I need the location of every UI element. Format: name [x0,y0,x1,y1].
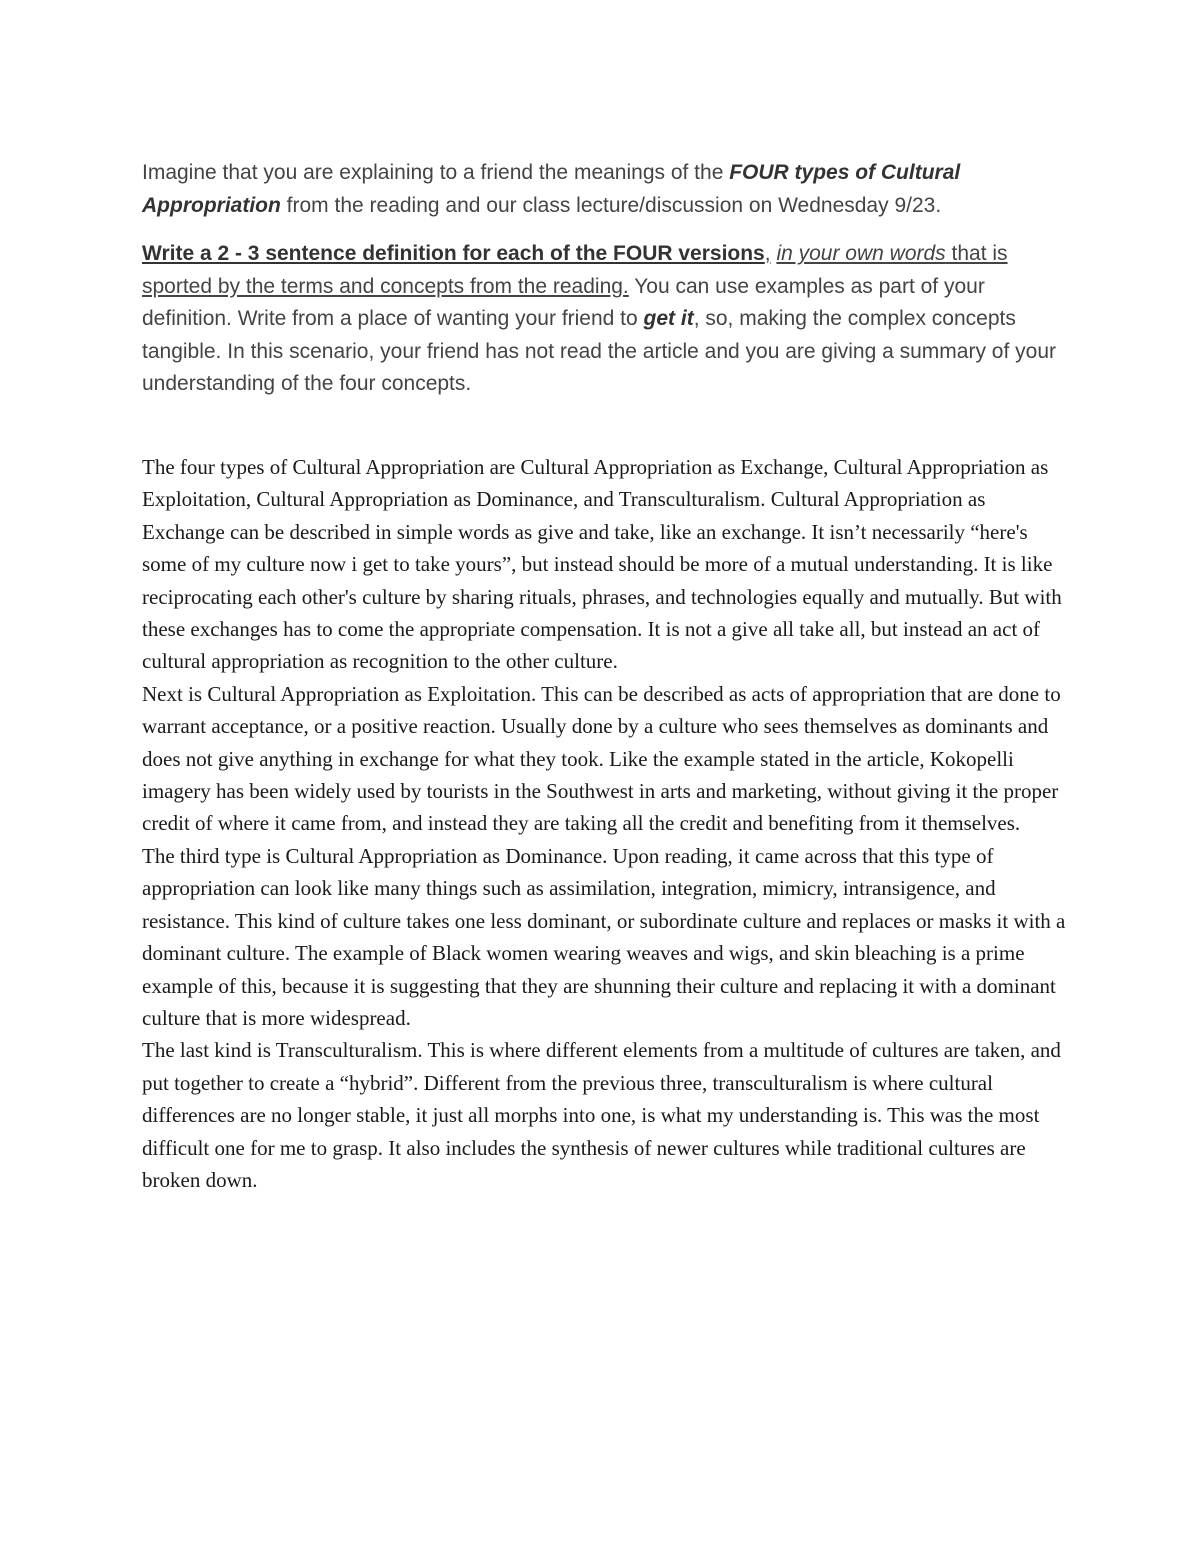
answer-paragraph: The four types of Cultural Appropriation are Cultural Appropriation as Exchange, Cultural Appropriation as Exploitation, Cultural Appropriation as Dominance, and Transculturalism. Cultural Appropriation as Exchange can be described in simple words as give and take, like an exchange. It isn’t necessarily “here's some of my culture now i get to take yours”, but instead should be more of a mutual understanding. It is like reciprocating each other's culture by sharing rituals, phrases, and technologies equally and mutually. But with these exchanges has to come the appropriate compensation. It is not a give all take all, but instead an act of cultural appropriation as recognition to the other culture. [142,455,1062,674]
answer-paragraph: The last kind is Transculturalism. This is where different elements from a multitude of cultures are taken, and put together to create a “hybrid”. Different from the previous three, transculturalism is where cultural differences are no longer stable, it just all morphs into one, is what my understanding is. This was the most difficult one for me to grasp. It also includes the synthesis of newer cultures while traditional cultures are broken down. [142,1038,1061,1192]
prompt-instruction-italic: in your own words [776,242,946,265]
assignment-prompt [142,157,1072,401]
prompt-text: Imagine that you are explaining to a friend the meanings of the [142,161,730,184]
prompt-instruction-underlined: that is sported by the terms and concepts from the reading. [142,242,1008,298]
prompt-emphasis: FOUR types of Cultural Appropriation [142,161,961,217]
answer-paragraph: The third type is Cultural Appropriation as Dominance. Upon reading, it came across that this type of appropriation can look like many things such as assimilation, integration, mimicry, intransigence, and resistance. This kind of culture takes one less dominant, or subordinate culture and replaces or masks it with a dominant culture. The example of Black women wearing weaves and wigs, and skin bleaching is a prime example of this, because it is suggesting that they are shunning their culture and replacing it with a dominant culture that is more widespread. [142,843,1066,1030]
prompt-text: from the reading and our class lecture/discussion on Wednesday 9/23. [280,193,942,217]
student-answer [142,451,1072,1196]
prompt-text: You can use examples as part of your definition. Write from a place of wanting your friend to [142,274,985,330]
prompt-comma: , [764,242,771,265]
prompt-paragraph-1 [142,157,1072,222]
prompt-text: , so, making the complex concepts tangible. In this scenario, your friend has not read the article and you are giving a summary of your understanding of the four concepts. [142,307,1056,395]
prompt-instruction-bold: Write a 2 - 3 sentence definition for each of the FOUR versions [142,242,765,265]
prompt-paragraph-2 [142,238,1072,401]
answer-paragraph: Next is Cultural Appropriation as Exploitation. This can be described as acts of appropriation that are done to warrant acceptance, or a positive reaction. Usually done by a culture who sees themselves as dominants and does not give anything in exchange for what they took. Like the example stated in the article, Kokopelli imagery has been widely used by tourists in the Southwest in arts and marketing, without giving it the proper credit of where it came from, and instead they are taking all the credit and benefiting from it themselves. [142,681,1061,836]
prompt-emphasis: get it [643,307,694,330]
